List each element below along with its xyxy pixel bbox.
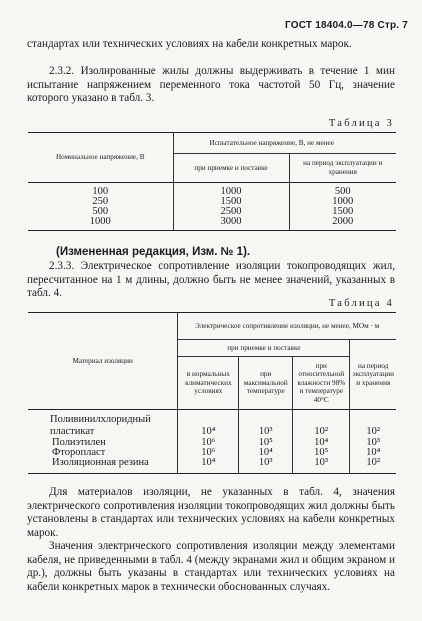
page-header: ГОСТ 18404.0—78 Стр. 7 bbox=[285, 20, 408, 31]
table3-cell: 3000 bbox=[173, 217, 289, 231]
table4-cell: 10³ bbox=[350, 438, 396, 448]
paragraph-2-3-2: 2.3.2. Изолированные жилы должны выдерживать в течение 1 мин испытание напряжением переменного тока частотой 50 Гц, значение которого указано в табл. 3. bbox=[27, 65, 395, 105]
table4-cell: 10⁵ bbox=[239, 438, 293, 448]
table3-caption: Таблица 3 bbox=[328, 118, 394, 129]
table4-caption: Таблица 4 bbox=[328, 298, 394, 309]
paragraph-other-materials: Для материалов изоляции, не указанных в табл. 4, значения электрического сопротивления изоляции токопроводящих жил должны быть установлены в стандартах или технических условиях на кабели конкретных марок. bbox=[27, 486, 395, 539]
table-row bbox=[28, 414, 396, 438]
table4-header-resistance: Электрическое сопротивление изоляции, не менее, МОм · м bbox=[178, 313, 396, 340]
table4-cell: 10² bbox=[350, 414, 396, 438]
table3-cell: 1000 bbox=[289, 197, 396, 207]
table4-cell: 10³ bbox=[239, 458, 293, 474]
table3-cell: 1000 bbox=[28, 217, 173, 231]
table3-cell: 100 bbox=[92, 185, 109, 197]
table4-header-operation: на период эксплуатации и хранения bbox=[350, 340, 396, 410]
table4-cell: 10⁵ bbox=[293, 448, 350, 458]
amendment-note: (Измененная редакция, Изм. № 1). bbox=[56, 246, 251, 258]
table-4 bbox=[28, 312, 396, 474]
table4-header-humidity: при относительной влажности 98% и температуре 40°С bbox=[293, 357, 350, 410]
paragraph-2-3-3: 2.3.3. Электрическое сопротивление изоляции токопроводящих жил, пересчитанное на 1 м длины, должно быть не менее значений, указанных в табл. 4. bbox=[27, 260, 395, 300]
table3-header-test-voltage: Испытательное напряжение, В, не менее bbox=[173, 133, 396, 154]
paragraph-continuation: стандартах или технических условиях на кабели конкретных марок. bbox=[27, 38, 352, 50]
table3-cell: 500 bbox=[92, 205, 109, 217]
table4-material-name: Фторопласт bbox=[52, 446, 106, 458]
table4-material-name: Полиэтилен bbox=[52, 436, 106, 448]
table-row bbox=[28, 458, 396, 474]
table3-header-nominal-voltage: Номинальное напряжение, В bbox=[28, 133, 173, 183]
table4-header-acceptance: при приемке и поставке bbox=[178, 340, 350, 357]
table-3 bbox=[28, 132, 396, 231]
table4-cell: 10² bbox=[350, 458, 396, 474]
table4-header-normal-climate: в нормальных климатических условиях bbox=[178, 357, 239, 410]
table3-cell: 250 bbox=[92, 195, 109, 207]
paragraph-between-elements: Значения электрического сопротивления изоляции между элементами кабеля, не приведенными в табл. 4 (между экранами жил и общим экраном и др.), должны быть указаны в стандартах или технических условиях на кабели конкретных марок в технически обоснованных случаях. bbox=[27, 540, 395, 593]
table3-cell: 2000 bbox=[289, 217, 396, 231]
table-row bbox=[28, 217, 396, 231]
table4-cell: 10² bbox=[293, 414, 350, 438]
table4-cell: 10³ bbox=[239, 414, 293, 438]
table4-header-max-temperature: при максимальной температуре bbox=[239, 357, 293, 410]
table4-cell: 10⁴ bbox=[239, 448, 293, 458]
table4-cell: 10⁶ bbox=[178, 438, 239, 448]
table4-header-material: Материал изоляции bbox=[28, 313, 178, 410]
table3-header-operation: на период эксплуатации и хранения bbox=[289, 154, 396, 183]
table3-cell: 1500 bbox=[289, 207, 396, 217]
table3-cell: 500 bbox=[289, 187, 396, 197]
table4-material-name: Поливинилхлоридный пластикат bbox=[50, 413, 151, 437]
table4-cell: 10⁶ bbox=[178, 448, 239, 458]
table3-cell: 2500 bbox=[173, 207, 289, 217]
table3-header-acceptance: при приемке и поставке bbox=[173, 154, 289, 183]
table4-cell: 10⁴ bbox=[178, 458, 239, 474]
table3-cell: 1500 bbox=[173, 197, 289, 207]
table4-cell: 10³ bbox=[293, 458, 350, 474]
table3-cell: 1000 bbox=[173, 187, 289, 197]
table4-cell: 10⁴ bbox=[350, 448, 396, 458]
table4-cell: 10⁴ bbox=[178, 414, 239, 438]
table4-material-name: Изоляционная резина bbox=[28, 458, 178, 474]
table4-cell: 10⁴ bbox=[293, 438, 350, 448]
